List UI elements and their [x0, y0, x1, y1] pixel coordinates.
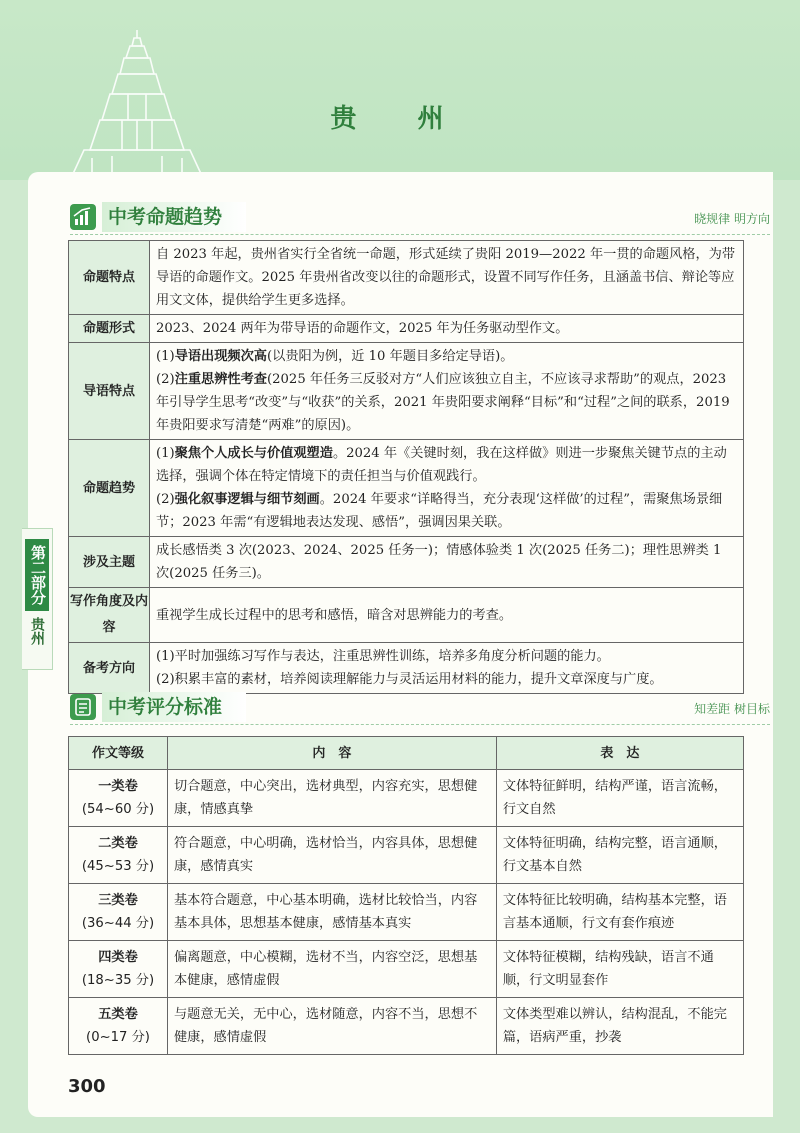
row-value [150, 440, 744, 537]
row-value [150, 643, 744, 694]
grade-cell: 一类卷 (54~60 分) [69, 770, 168, 827]
section-trend-tag: 晓规律 明方向 [694, 212, 770, 226]
document-icon [70, 694, 96, 720]
list-item: (1)导语出现频次高(以贵阳为例，近 10 年题目多给定导语)。 [156, 349, 514, 364]
column-header: 表 达 [496, 737, 743, 770]
grade-cell: 二类卷 (45~53 分) [69, 827, 168, 884]
page-number: 300 [68, 1076, 106, 1097]
expression-cell: 文体特征模糊，结构残缺，语言不通顺，行文明显套作 [496, 941, 743, 998]
table-header-row [69, 737, 744, 770]
expression-cell: 文体特征明确，结构完整，语言通顺，行文基本自然 [496, 827, 743, 884]
row-key: 命题形式 [69, 315, 150, 343]
row-key: 命题特点 [69, 241, 150, 315]
content-cell: 符合题意，中心明确，选材恰当，内容具体，思想健康，感情真实 [168, 827, 497, 884]
section-grading-header [70, 692, 770, 722]
row-value: 成长感悟类 3 次(2023、2024、2025 任务一)；情感体验类 1 次(2025 任务二)；理性思辨类 1 次(2025 任务三)。 [150, 537, 744, 588]
section-trend-header [70, 202, 770, 232]
content-cell: 与题意无关，无中心，选材随意，内容不当，思想不健康，感情虚假 [168, 998, 497, 1055]
table-row [69, 588, 744, 643]
table-row [69, 343, 744, 440]
list-item: (2)强化叙事逻辑与细节刻画。2024 年要求“详略得当，充分表现‘这样做’的过程”，需聚焦场景细节；2023 年需“有逻辑地表达发现、感悟”，强调因果关联。 [156, 492, 723, 530]
side-tab-city: 贵州 [29, 617, 45, 645]
chart-icon [70, 204, 96, 230]
side-tab [22, 528, 53, 670]
row-key: 写作角度及内容 [69, 588, 150, 643]
divider [70, 723, 770, 725]
row-key: 命题趋势 [69, 440, 150, 537]
side-tab-part: 第二部分 [25, 539, 49, 611]
grade-cell: 三类卷 (36~44 分) [69, 884, 168, 941]
table-row [69, 241, 744, 315]
grade-cell: 五类卷 (0~17 分) [69, 998, 168, 1055]
row-value [150, 343, 744, 440]
table-row [69, 643, 744, 694]
table-row [69, 315, 744, 343]
table-row [69, 440, 744, 537]
table-row [69, 884, 744, 941]
list-item: (2)积累丰富的素材，培养阅读理解能力与灵活运用材料的能力，提升文章深度与广度。 [156, 672, 663, 687]
column-header: 作文等级 [69, 737, 168, 770]
expression-cell: 文体特征鲜明，结构严谨，语言流畅，行文自然 [496, 770, 743, 827]
table-row [69, 998, 744, 1055]
row-key: 导语特点 [69, 343, 150, 440]
grading-table [68, 736, 744, 1055]
section-trend-title: 中考命题趋势 [102, 202, 246, 232]
grade-cell: 四类卷 (18~35 分) [69, 941, 168, 998]
table-row [69, 827, 744, 884]
content-cell: 基本符合题意，中心基本明确，选材比较恰当，内容基本具体，思想基本健康，感情基本真实 [168, 884, 497, 941]
table-row [69, 770, 744, 827]
table-row [69, 537, 744, 588]
expression-cell: 文体类型难以辨认，结构混乱，不能完篇，语病严重，抄袭 [496, 998, 743, 1055]
expression-cell: 文体特征比较明确，结构基本完整，语言基本通顺，行文有套作痕迹 [496, 884, 743, 941]
section-grading-title: 中考评分标准 [102, 692, 246, 722]
row-value: 2023、2024 两年为带导语的命题作文，2025 年为任务驱动型作文。 [150, 315, 744, 343]
list-item: (1)平时加强练习写作与表达，注重思辨性训练，培养多角度分析问题的能力。 [156, 649, 610, 664]
list-item: (1)聚焦个人成长与价值观塑造。2024 年《关键时刻，我在这样做》则进一步聚焦关键节点的主动选择，强调个体在特定情境下的责任担当与价值观践行。 [156, 446, 727, 484]
row-key: 备考方向 [69, 643, 150, 694]
divider [70, 233, 770, 235]
trend-table [68, 240, 744, 694]
table-row [69, 941, 744, 998]
page-title: 贵 州 [330, 104, 470, 134]
row-value: 重视学生成长过程中的思考和感悟，暗含对思辨能力的考查。 [150, 588, 744, 643]
content-cell: 偏离题意，中心模糊，选材不当，内容空泛，思想基本健康，感情虚假 [168, 941, 497, 998]
row-value: 自 2023 年起，贵州省实行全省统一命题，形式延续了贵阳 2019—2022 年一贯的命题风格，为带导语的命题作文。2025 年贵州省改变以往的命题形式，设置不同写作任务，且涵盖书信、辩论等应用文文体，提供给学生更多选择。 [150, 241, 744, 315]
row-key: 涉及主题 [69, 537, 150, 588]
list-item: (2)注重思辨性考查(2025 年任务三反驳对方“人们应该独立自主，不应该寻求帮助”的观点，2023 年引导学生思考“改变”与“收获”的关系，2021 年贵阳要求阐释“目标”和“过程”之间的联系，2019 年贵阳要求写清楚“两难”的原因)。 [156, 372, 730, 433]
column-header: 内 容 [168, 737, 497, 770]
content-cell: 切合题意，中心突出，选材典型，内容充实，思想健康，情感真挚 [168, 770, 497, 827]
header-banner [0, 0, 800, 180]
section-grading-tag: 知差距 树目标 [694, 702, 770, 716]
